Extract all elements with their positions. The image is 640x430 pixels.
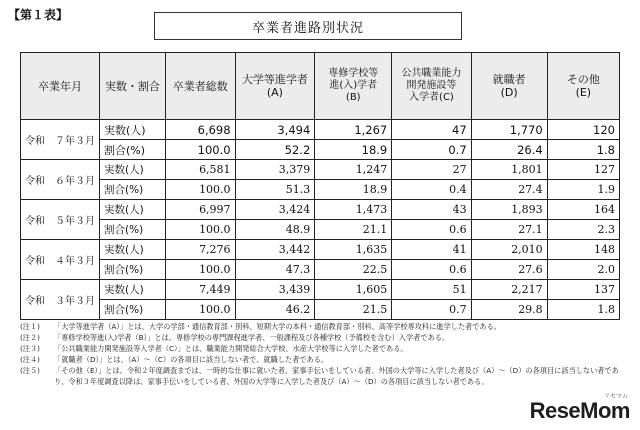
kind-cell: 割合(%) — [100, 140, 166, 160]
value-cell-b: 21.5 — [315, 300, 392, 320]
kind-cell: 実数(人) — [100, 160, 166, 180]
table-row — [21, 140, 620, 160]
footnote-number: (注５) — [20, 366, 40, 375]
value-cell-a: 3,439 — [235, 280, 315, 300]
value-cell-d: 2,010 — [471, 240, 547, 260]
value-cell-total: 6,698 — [165, 120, 235, 140]
value-cell-e: 137 — [547, 280, 619, 300]
value-cell-d: 1,893 — [471, 200, 547, 220]
header-b: 専修学校等 進(入)学者 (B) — [315, 53, 392, 120]
value-cell-a: 3,442 — [235, 240, 315, 260]
footnote — [20, 321, 620, 332]
value-cell-d: 27.6 — [471, 260, 547, 280]
table-row — [21, 120, 620, 140]
value-cell-b: 18.9 — [315, 180, 392, 200]
value-cell-e: 1.9 — [547, 180, 619, 200]
value-cell-b: 22.5 — [315, 260, 392, 280]
value-cell-b: 21.1 — [315, 220, 392, 240]
value-cell-e: 120 — [547, 120, 619, 140]
value-cell-e: 127 — [547, 160, 619, 180]
footnote-number: (注１) — [20, 322, 40, 331]
value-cell-a: 47.3 — [235, 260, 315, 280]
value-cell-d: 27.1 — [471, 220, 547, 240]
value-cell-d: 2,217 — [471, 280, 547, 300]
header-c: 公共職業能力 開発施設等 入学者(C) — [392, 53, 471, 120]
table-row — [21, 160, 620, 180]
value-cell-b: 1,605 — [315, 280, 392, 300]
header-a: 大学等進学者 (A) — [235, 53, 315, 120]
value-cell-d: 27.4 — [471, 180, 547, 200]
table-row — [21, 220, 620, 240]
value-cell-c: 43 — [392, 200, 471, 220]
value-cell-total: 100.0 — [165, 140, 235, 160]
value-cell-c: 0.6 — [392, 220, 471, 240]
value-cell-total: 7,449 — [165, 280, 235, 300]
table-row — [21, 200, 620, 220]
footnotes — [20, 321, 620, 387]
header-year: 卒業年月 — [21, 53, 100, 120]
footnote — [20, 343, 620, 354]
year-cell: 令和 ６年３月 — [21, 160, 100, 200]
value-cell-total: 100.0 — [165, 260, 235, 280]
graduate-career-table — [20, 52, 620, 320]
header-kind: 実数・割合 — [100, 53, 166, 120]
value-cell-c: 0.7 — [392, 140, 471, 160]
kind-cell: 割合(%) — [100, 220, 166, 240]
value-cell-a: 3,379 — [235, 160, 315, 180]
value-cell-a: 52.2 — [235, 140, 315, 160]
value-cell-total: 100.0 — [165, 180, 235, 200]
value-cell-total: 100.0 — [165, 220, 235, 240]
value-cell-e: 1.8 — [547, 300, 619, 320]
kind-cell: 実数(人) — [100, 280, 166, 300]
resemom-logo: ReseMom — [529, 398, 630, 423]
year-cell: 令和 ５年３月 — [21, 200, 100, 240]
value-cell-c: 27 — [392, 160, 471, 180]
kind-cell: 実数(人) — [100, 200, 166, 220]
header-d: 就職者 (D) — [471, 53, 547, 120]
value-cell-a: 48.9 — [235, 220, 315, 240]
table-row — [21, 260, 620, 280]
footnote-number: (注２) — [20, 333, 40, 342]
year-cell: 令和 ４年３月 — [21, 240, 100, 280]
value-cell-e: 1.8 — [547, 140, 619, 160]
footnote — [20, 332, 620, 343]
header-e: その他 (E) — [547, 53, 619, 120]
value-cell-b: 1,247 — [315, 160, 392, 180]
value-cell-b: 1,473 — [315, 200, 392, 220]
value-cell-d: 1,770 — [471, 120, 547, 140]
table-row — [21, 180, 620, 200]
value-cell-total: 6,581 — [165, 160, 235, 180]
footnote-text: 「専修学校等進(入)学者（B）」とは、専修学校の専門課程進学者、一般課程及び各種学校（予備校を含む）入学者である。 — [54, 333, 450, 342]
year-cell: 令和 ７年３月 — [21, 120, 100, 160]
value-cell-e: 148 — [547, 240, 619, 260]
kind-cell: 実数(人) — [100, 120, 166, 140]
value-cell-total: 6,997 — [165, 200, 235, 220]
footnote-text: 「公共職業能力開発施設等入学者（C）」とは、職業能力開発総合大学校、水産大学校等に入学した者である。 — [54, 344, 408, 353]
value-cell-b: 18.9 — [315, 140, 392, 160]
value-cell-c: 47 — [392, 120, 471, 140]
table-row — [21, 280, 620, 300]
footnote — [20, 365, 620, 387]
table-row — [21, 240, 620, 260]
kind-cell: 実数(人) — [100, 240, 166, 260]
footnote-text: 「その他（E）」とは、令和２年度調査までは、一時的な仕事に就いた者、家事手伝いをしている者、外国の大学等に入学した者及び（A）～（D）の各項目に該当しない者であり、令和３年度調査以降は、家事手伝いをしている者、外国の大学等に入学した者及び（A）～（D）の各項目に該当しない者である。 — [54, 366, 619, 386]
kind-cell: 割合(%) — [100, 260, 166, 280]
footnote-text: 「就職者（D）」とは、（A）～（C）の各項目に該当しない者で、就職した者である。 — [54, 355, 329, 364]
value-cell-b: 1,267 — [315, 120, 392, 140]
kind-cell: 割合(%) — [100, 300, 166, 320]
header-total: 卒業者総数 — [165, 53, 235, 120]
value-cell-d: 1,801 — [471, 160, 547, 180]
value-cell-a: 3,424 — [235, 200, 315, 220]
footnote — [20, 354, 620, 365]
value-cell-e: 2.3 — [547, 220, 619, 240]
header-row — [21, 53, 620, 120]
value-cell-d: 26.4 — [471, 140, 547, 160]
value-cell-d: 29.8 — [471, 300, 547, 320]
value-cell-c: 0.4 — [392, 180, 471, 200]
table-title: 卒業者進路別状況 — [154, 12, 462, 40]
logo-subtext: リセマム — [604, 393, 628, 400]
value-cell-b: 1,635 — [315, 240, 392, 260]
year-cell: 令和 ３年３月 — [21, 280, 100, 320]
value-cell-total: 100.0 — [165, 300, 235, 320]
value-cell-total: 7,276 — [165, 240, 235, 260]
value-cell-e: 2.0 — [547, 260, 619, 280]
value-cell-a: 51.3 — [235, 180, 315, 200]
value-cell-c: 0.6 — [392, 260, 471, 280]
value-cell-e: 164 — [547, 200, 619, 220]
footnote-number: (注４) — [20, 355, 40, 364]
value-cell-c: 0.7 — [392, 300, 471, 320]
footnote-number: (注３) — [20, 344, 40, 353]
value-cell-c: 41 — [392, 240, 471, 260]
table-row — [21, 300, 620, 320]
table-body — [21, 120, 620, 320]
footnote-text: 「大学等進学者（A）」とは、大学の学部・通信教育部・別科、短期大学の本科・通信教育部・別科、高等学校専攻科に進学した者である。 — [54, 322, 501, 331]
kind-cell: 割合(%) — [100, 180, 166, 200]
value-cell-c: 51 — [392, 280, 471, 300]
value-cell-a: 46.2 — [235, 300, 315, 320]
table-number-label: 【第１表】 — [8, 8, 69, 22]
value-cell-a: 3,494 — [235, 120, 315, 140]
